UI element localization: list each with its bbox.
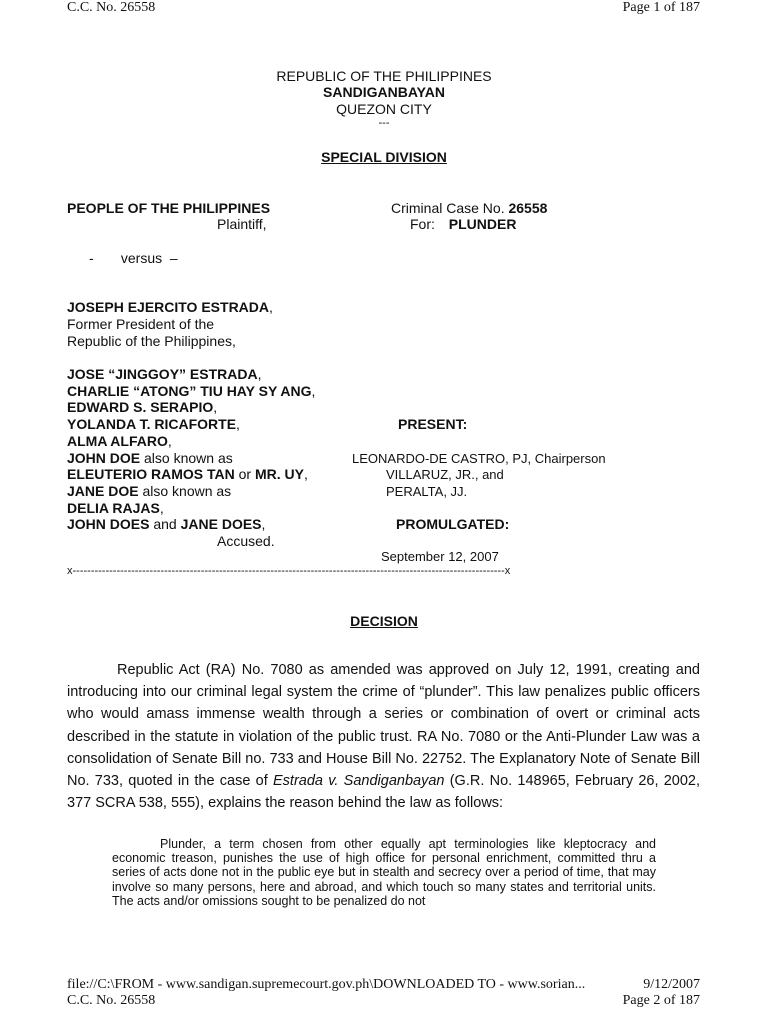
accused-role: Accused. <box>217 533 275 549</box>
accused-suffix: and <box>149 516 181 533</box>
justice-2: VILLARUZ, JR., and <box>386 467 504 482</box>
court-city: QUEZON CITY <box>336 101 432 117</box>
promulgation-date: September 12, 2007 <box>381 549 499 564</box>
accused-name: YOLANDA T. RICAFORTE <box>67 416 237 433</box>
decision-paragraph-1 <box>67 659 700 814</box>
accused-name: JOHN DOES <box>67 516 150 533</box>
accused-alias-suffix: , <box>303 466 308 483</box>
court-name: SANDIGANBAYAN <box>323 84 445 100</box>
accused-entry <box>67 516 265 532</box>
accused-name: JANE DOE <box>67 482 139 499</box>
accused-name: JOHN DOE <box>67 449 141 466</box>
accused-entry <box>67 416 240 432</box>
accused-name: ELEUTERIO RAMOS TAN <box>67 466 235 483</box>
para1-text-b: (G.R. No. 148965, February 26, 2002, 377 SCRA 538, 555), explains the reason behind the law as follows: <box>67 773 701 812</box>
plaintiff-role: Plaintiff, <box>217 216 267 232</box>
header-case-number: C.C. No. 26558 <box>67 0 156 15</box>
present-label: PRESENT: <box>398 416 468 432</box>
accused-entry <box>67 500 164 516</box>
accused-entry <box>67 399 217 415</box>
justice-1: LEONARDO-DE CASTRO, PJ, Chairperson <box>352 451 606 466</box>
accused-name: JOSE “JINGGOY” ESTRADA <box>67 366 258 382</box>
accused-name: ALMA ALFARO <box>67 432 168 449</box>
division-title: SPECIAL DIVISION <box>321 149 447 165</box>
accused-main-desc2: Republic of the Philippines, <box>67 333 236 349</box>
accused-suffix: , <box>236 416 240 433</box>
accused-alias-name: JANE DOES <box>180 516 262 533</box>
accused-suffix: also known as <box>138 482 232 499</box>
plaintiff-name: PEOPLE OF THE PHILIPPINES <box>67 200 271 216</box>
quoted-explanatory-note <box>112 837 656 908</box>
accused-name: CHARLIE “ATONG” TIU HAY SY ANG <box>67 382 312 399</box>
accused-suffix: , <box>159 499 164 516</box>
case-charge-line <box>410 216 516 232</box>
footer-file-path: file://C:\FROM - www.sandigan.supremecourt.gov.ph\DOWNLOADED TO - www.sorian... <box>67 977 586 992</box>
caption-divider: x----------------------------------------------------------------------------------------------------------------------x <box>67 565 511 577</box>
para1-case-citation: Estrada v. Sandiganbayan <box>273 773 445 790</box>
accused-entry <box>67 383 315 399</box>
accused-entry <box>67 433 172 449</box>
accused-suffix: , <box>257 366 262 382</box>
accused-suffix: or <box>234 466 255 483</box>
charge-value: PLUNDER <box>448 216 517 232</box>
accused-suffix: also known as <box>140 449 233 466</box>
justice-3: PERALTA, JJ. <box>386 484 468 499</box>
court-separator: --- <box>378 117 390 129</box>
case-number-label: Criminal Case No. <box>391 200 505 216</box>
header-page-number: Page 1 of 187 <box>622 0 700 15</box>
footer-date: 9/12/2007 <box>643 977 700 992</box>
accused-entry <box>67 450 233 466</box>
court-republic: REPUBLIC OF THE PHILIPPINES <box>276 68 492 84</box>
accused-entry <box>67 466 308 482</box>
promulgated-label: PROMULGATED: <box>396 516 510 532</box>
accused-name: EDWARD S. SERAPIO <box>67 399 214 416</box>
accused-suffix: , <box>167 432 172 449</box>
footer-case-number: C.C. No. 26558 <box>67 993 156 1008</box>
case-number-line <box>391 200 547 216</box>
footer-page-number: Page 2 of 187 <box>622 993 700 1008</box>
para1-text-a: Republic Act (RA) No. 7080 as amended was approved on July 12, 1991, creating and introducing into our criminal legal system the crime of “plunder”. This law penalizes public officers who would amass immense wealth through a series or combination of overt or criminal acts described in the statute in violation of the public trust. RA No. 7080 or the Anti-Plunder Law was a consolidation of Senate Bill no. 733 and House Bill No. 22752. The Explanatory Note of Senate Bill No. 733, quoted in the case of <box>67 662 700 790</box>
accused-main-name: JOSEPH EJERCITO ESTRADA <box>67 299 270 315</box>
versus-line: - versus – <box>89 250 178 266</box>
case-number: 26558 <box>508 200 548 216</box>
accused-name: DELIA RAJAS <box>67 499 160 516</box>
accused-main: JOSEPH EJERCITO ESTRADA, <box>67 299 273 315</box>
accused-alias-name: MR. UY <box>254 466 304 483</box>
charge-label: For: <box>410 216 435 232</box>
accused-entry <box>67 483 231 499</box>
accused-main-desc1: Former President of the <box>67 316 215 332</box>
accused-suffix: , <box>213 399 218 416</box>
quote-text: Plunder, a term chosen from other equally apt terminologies like kleptocracy and economic treason, punishes the use of high office for personal enrichment, committed thru a series of acts done not in the public eye but in stealth and secrecy over a period of time, that may involve so many persons, here and abroad, and which touch so many states and territorial units. The acts and/or omissions sought to be penalized do not <box>112 837 656 908</box>
accused-suffix: , <box>311 382 316 399</box>
accused-entry <box>67 366 261 382</box>
accused-alias-suffix: , <box>261 516 266 533</box>
decision-title: DECISION <box>350 613 418 629</box>
